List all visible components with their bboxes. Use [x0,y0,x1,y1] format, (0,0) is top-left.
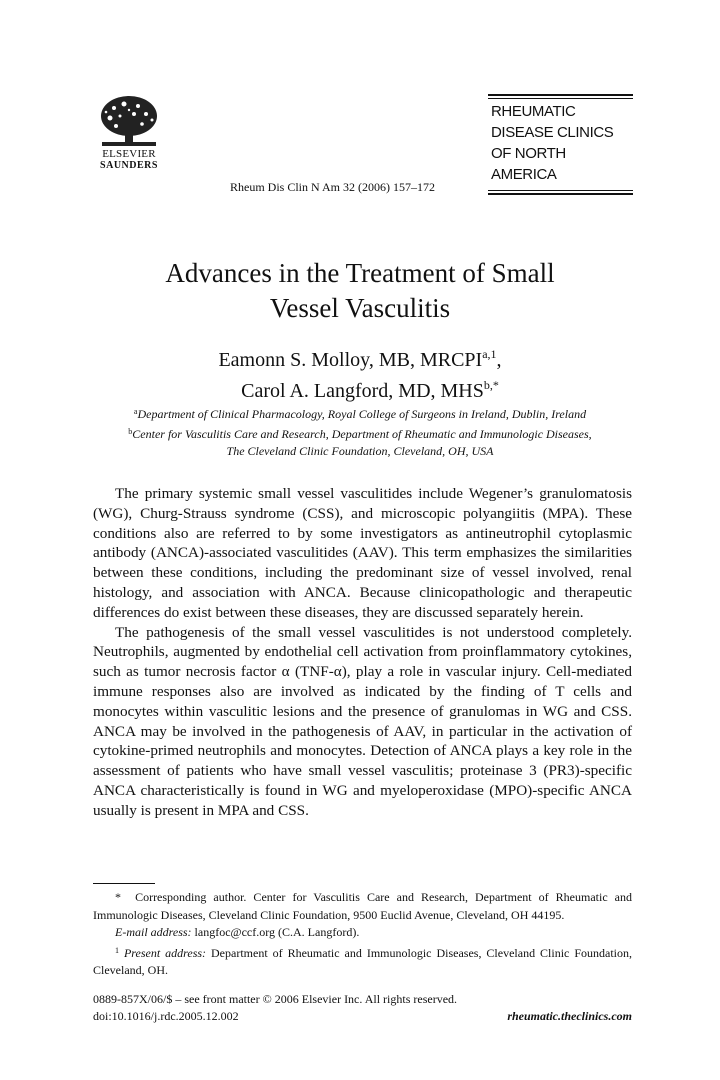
footnote-rule [93,883,155,884]
masthead-rule [488,94,633,96]
author [60,373,660,404]
author-affiliation-mark: a,1 [482,347,497,361]
affiliation-text: Center for Vasculitis Care and Research, Department of Rheumatic and Immunologic Diseases, [132,427,592,441]
affiliation-text: Department of Clinical Pharmacology, Royal College of Surgeons in Ireland, Dublin, Ireland [137,407,587,421]
journal-citation: Rheum Dis Clin N Am 32 (2006) 157–172 [230,180,436,194]
email-address: langfoc@ccf.org (C.A. Langford). [194,925,360,939]
footnote-mark: 1 [115,945,119,955]
elsevier-tree-icon [94,94,164,148]
body-paragraph: The pathogenesis of the small vessel vasculitides is not understood completely. Neutrophils, augmented by endothelial cell activation from proinflammatory cytokines, such as tumor necrosis factor α (TNF-α), play a role in vascular injury. Cell-mediated immune responses also are involved as indicated by the finding of T cells and monocytes within vasculitic lesions and the presence of granulomas in WG and CSS. ANCA may be involved in the pathogenesis of AAV, in particular in the activation of cytokine-primed neutrophils and monocytes. Detection of ANCA plays a key role in the assessment of patients who have small vessel vasculitis; proteinase 3 (PR3)-specific ANCA characteristically is found in WG and myeloperoxidase (MPO)-specific ANCA usually is present in MPA and CSS. [93,623,632,819]
email-label: E-mail address: [115,925,192,939]
affiliation-text: The Cleveland Clinic Foundation, Cleveland, OH, USA [226,444,494,458]
footnote-present-address [93,942,632,980]
footnote-corresponding [93,889,632,924]
masthead-rule [488,98,633,99]
footnote-text: Corresponding author. Center for Vasculitis Care and Research, Department of Rheumatic and Immunologic Diseases, Cleveland Clinic Foundation, 9500 Euclid Avenue, Cleveland, OH 44195. [93,890,633,922]
article-meta [93,991,632,1025]
journal-masthead [488,94,633,197]
copyright-line: 0889-857X/06/$ – see front matter © 2006 Elsevier Inc. All rights reserved. [93,992,458,1006]
footnote-email [93,924,632,942]
footnote-text: Department of Rheumatic and Immunologic Diseases, Cleveland Clinic Foundation, Cleveland, OH. [93,945,633,977]
author-name: Eamonn S. Molloy, MB, MRCPI [218,349,483,371]
journal-website: rheumatic.theclinics.com [507,1009,632,1023]
affiliation-mark: b [128,427,133,436]
title-line: Advances in the Treatment of Small [165,258,555,288]
author-affiliation-mark: b,* [483,378,499,392]
publisher-imprint: SAUNDERS [100,160,158,171]
body-paragraph: The primary systemic small vessel vasculitides include Wegener’s granulomatosis (WG), Churg-Strauss syndrome (CSS), and microscopic polyangiitis (MPA). These conditions also are referred to by some investigators as antineutrophil cytoplasmic antibody (ANCA)-associated vasculitides (AAV). This term emphasizes the similarities between these conditions, including the predominant size of vessel involved, renal histology, and association with ANCA. Because clinicopathologic and therapeutic differences do exist between these diseases, they are discussed separately herein. [93,485,632,621]
publisher-logo [94,94,164,180]
affiliation-mark: a [133,407,138,416]
affiliations [60,403,660,460]
article-title [60,256,660,326]
footnotes [93,889,632,980]
author [60,342,660,373]
present-address-label: Present address: [123,945,207,960]
title-line: Vessel Vasculitis [269,293,451,323]
journal-name-line: DISEASE CLINICS [491,124,614,141]
author-name: Carol A. Langford, MD, MHS [241,380,484,402]
masthead-rule [488,190,633,191]
journal-name-line: OF NORTH AMERICA [491,145,566,183]
publisher-name: ELSEVIER [102,148,156,160]
affiliation [60,423,660,443]
masthead-rule [488,193,633,195]
affiliation [60,443,660,460]
journal-name-line: RHEUMATIC [491,103,576,120]
doi: doi:10.1016/j.rdc.2005.12.002 [93,1009,239,1023]
affiliation [60,403,660,423]
author-list [60,342,660,404]
author-separator: , [496,349,502,371]
footnote-mark: * [115,890,121,904]
article-body [93,484,632,821]
